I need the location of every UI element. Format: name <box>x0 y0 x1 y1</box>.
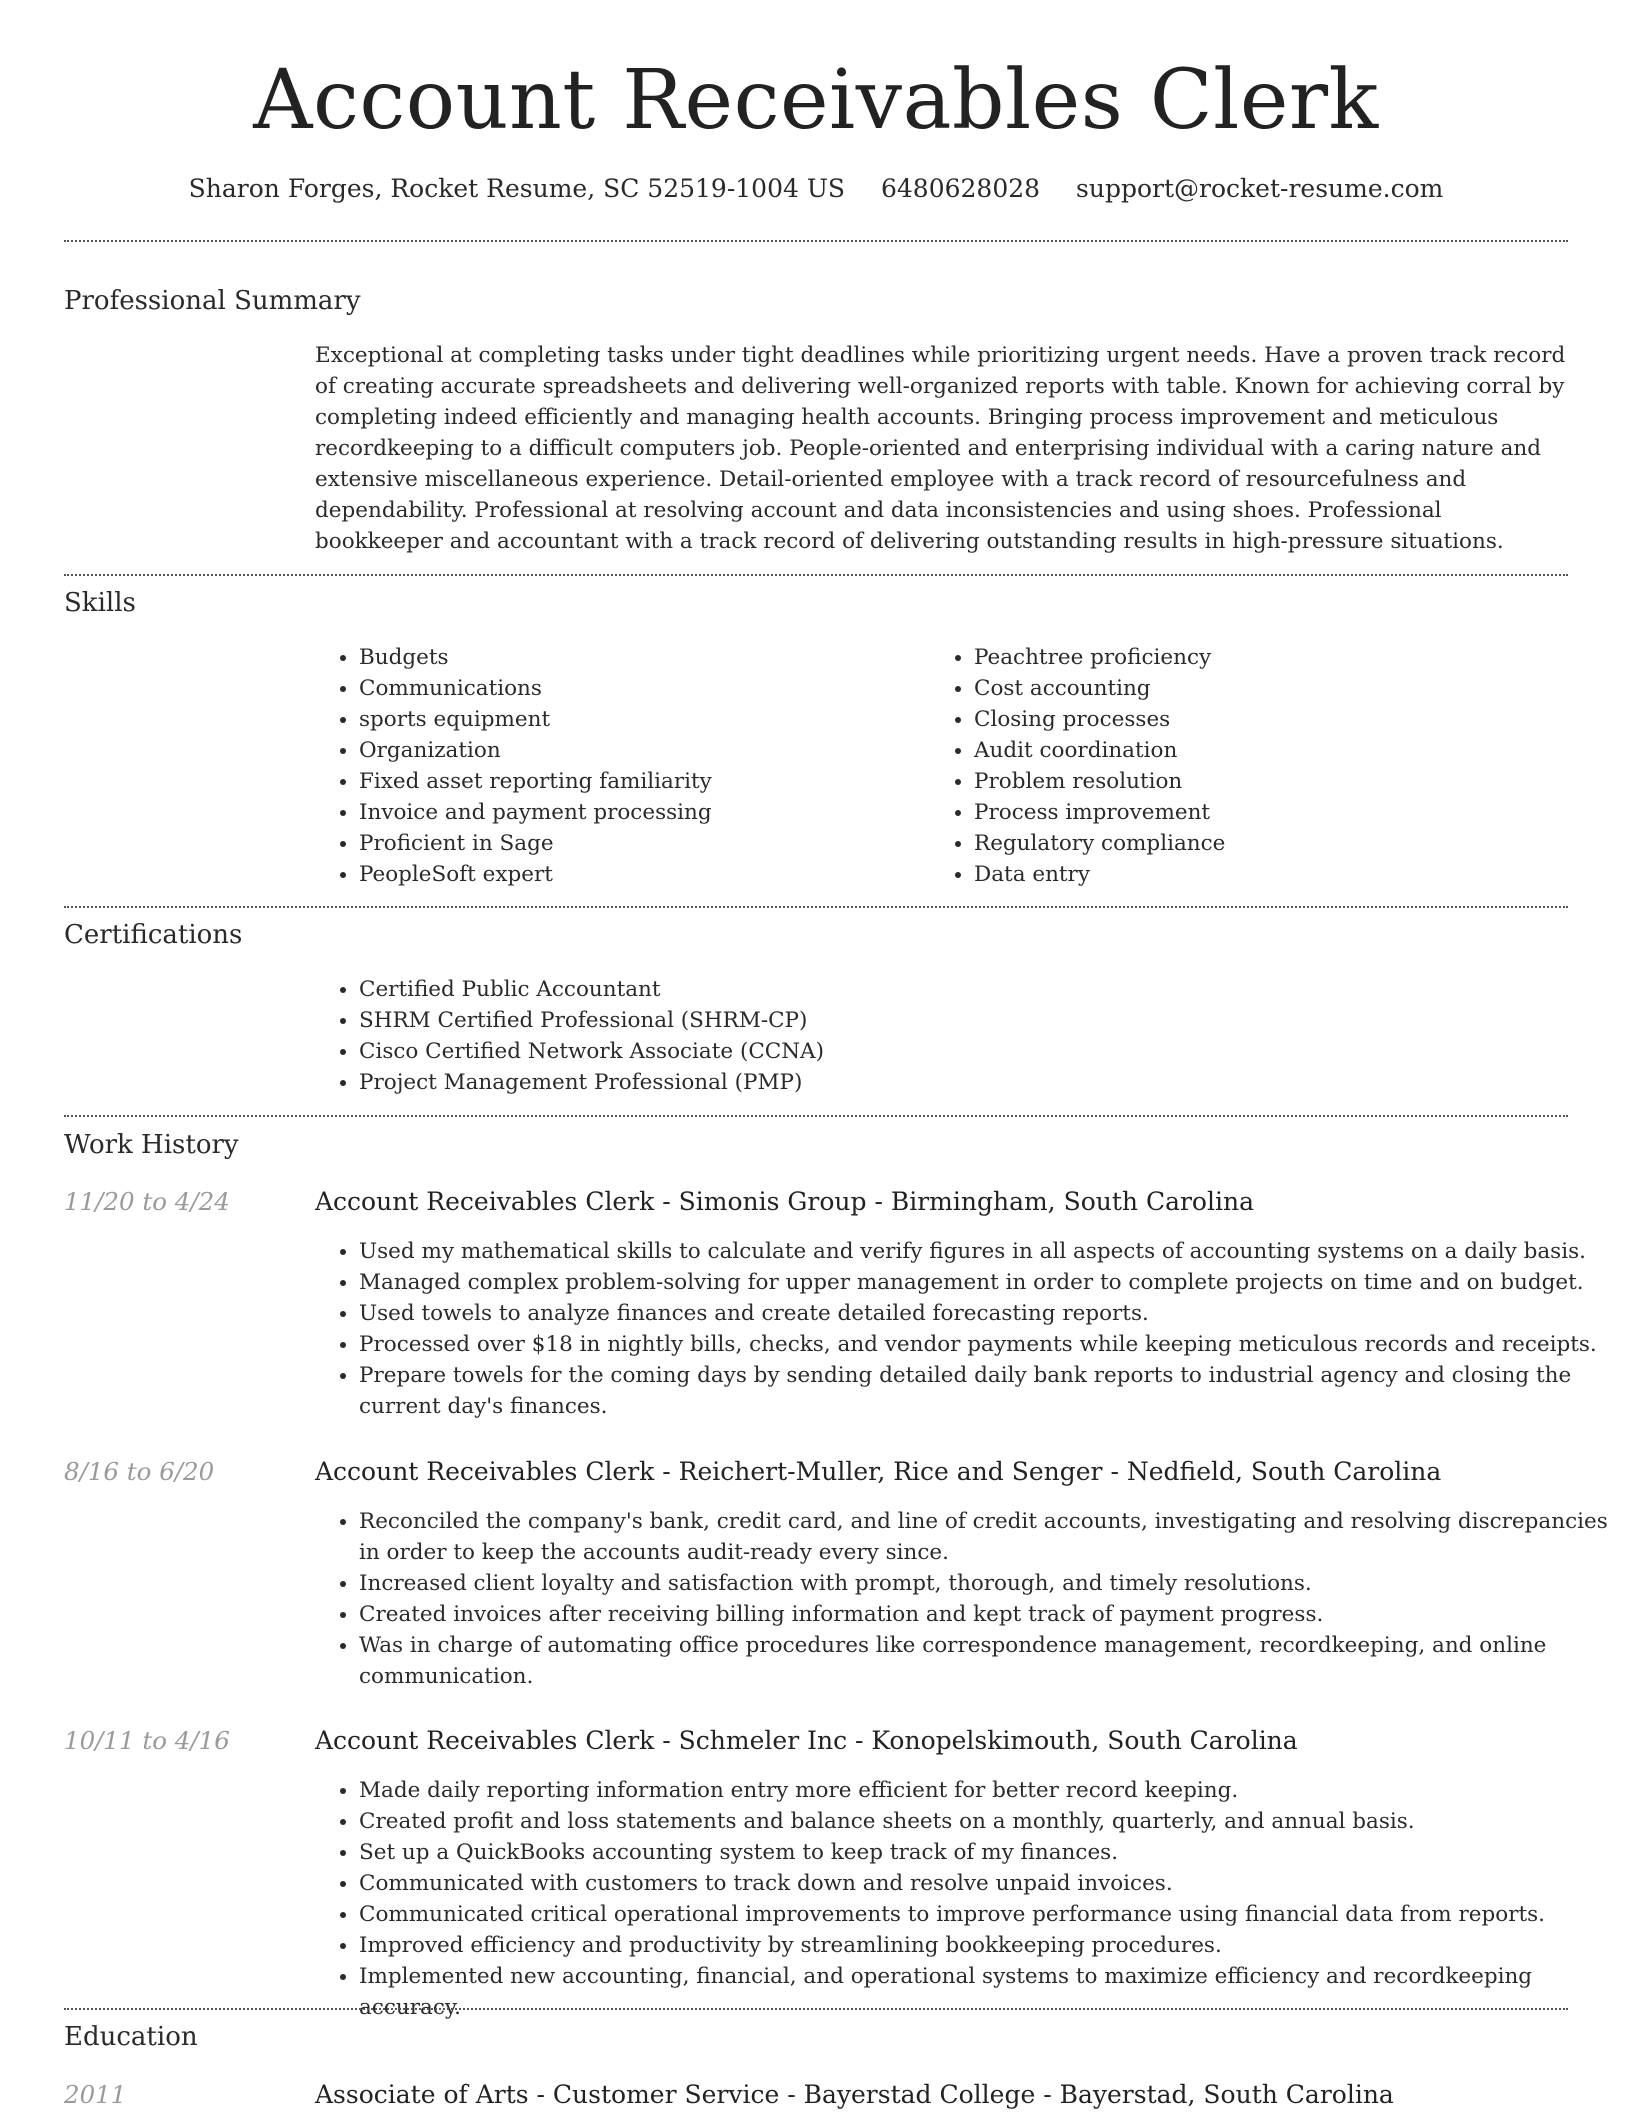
skills-list-right <box>930 642 1574 890</box>
skill-item: • PeopleSoft expert <box>359 859 919 890</box>
skill-item: • Peachtree proficiency <box>974 642 1574 673</box>
education-heading: Associate of Arts - Customer Service - Bayerstad College - Bayerstad, South Carolina <box>315 2080 1394 2109</box>
resume-title: Account Receivables Clerk <box>253 53 1379 148</box>
divider <box>64 1115 1568 1117</box>
skill-item: • Fixed asset reporting familiarity <box>359 766 919 797</box>
skill-item: • Problem resolution <box>974 766 1574 797</box>
job-bullet: • Reconciled the company's bank, credit card, and line of credit accounts, investigating and resolving discrepancies in order to keep the accounts audit-ready every since. <box>359 1506 1614 1568</box>
skills-list-left <box>315 642 919 890</box>
job-bullets <box>315 1506 1614 1692</box>
job-bullet: • Used my mathematical skills to calculate and verify figures in all aspects of accounting systems on a daily basis. <box>359 1236 1614 1267</box>
job-bullet: • Increased client loyalty and satisfaction with prompt, thorough, and timely resolutions. <box>359 1568 1614 1599</box>
divider <box>64 240 1568 242</box>
skill-item: • Communications <box>359 673 919 704</box>
certification-item: • SHRM Certified Professional (SHRM-CP) <box>359 1005 1609 1036</box>
job-bullet: • Used towels to analyze finances and create detailed forecasting reports. <box>359 1298 1614 1329</box>
section-title-skills: Skills <box>64 588 136 618</box>
job-bullet: • Managed complex problem-solving for upper management in order to complete projects on time and on budget. <box>359 1267 1614 1298</box>
skill-item: • sports equipment <box>359 704 919 735</box>
skill-item: • Proficient in Sage <box>359 828 919 859</box>
contact-line <box>0 172 1632 206</box>
skill-item: • Data entry <box>974 859 1574 890</box>
job-bullet: • Made daily reporting information entry more efficient for better record keeping. <box>359 1775 1614 1806</box>
skill-item: • Process improvement <box>974 797 1574 828</box>
contact-email: support@rocket-resume.com <box>1076 174 1444 203</box>
skill-item: • Closing processes <box>974 704 1574 735</box>
section-title-education: Education <box>64 2022 198 2052</box>
section-title-certifications: Certifications <box>64 920 243 950</box>
education-year: 2011 <box>64 2080 127 2109</box>
job-dates: 8/16 to 6/20 <box>64 1457 215 1486</box>
job-heading: Account Receivables Clerk - Schmeler Inc - Konopelskimouth, South Carolina <box>315 1726 1298 1755</box>
job-bullet: • Processed over $18 in nightly bills, checks, and vendor payments while keeping meticulous records and receipts. <box>359 1329 1614 1360</box>
skill-item: • Organization <box>359 735 919 766</box>
divider <box>64 574 1568 576</box>
certification-item: • Certified Public Accountant <box>359 974 1609 1005</box>
job-dates: 11/20 to 4/24 <box>64 1187 230 1216</box>
contact-phone: 6480628028 <box>881 174 1041 203</box>
job-bullets <box>315 1775 1614 2023</box>
section-title-summary: Professional Summary <box>64 286 361 316</box>
skill-item: • Cost accounting <box>974 673 1574 704</box>
job-bullet: • Communicated with customers to track down and resolve unpaid invoices. <box>359 1868 1614 1899</box>
job-bullets <box>315 1236 1614 1422</box>
job-bullet: • Was in charge of automating office procedures like correspondence management, recordkeeping, and online communication. <box>359 1630 1614 1692</box>
job-bullet: • Improved efficiency and productivity by streamlining bookkeeping procedures. <box>359 1930 1614 1961</box>
job-bullet: • Implemented new accounting, financial, and operational systems to maximize efficiency and recordkeeping accuracy. <box>359 1961 1614 2023</box>
certification-item: • Project Management Professional (PMP) <box>359 1067 1609 1098</box>
summary-text: Exceptional at completing tasks under tight deadlines while prioritizing urgent needs. Have a proven track record of creating accurate spreadsheets and delivering well-organized reports with table. Known for achieving corral by completing indeed efficiently and managing health accounts. Bringing process improvement and meticulous recordkeeping to a difficult computers job. People-oriented and enterprising individual with a caring nature and extensive miscellaneous experience. Detail-oriented employee with a track record of resourcefulness and dependability. Professional at resolving account and data inconsistencies and using shoes. Professional bookkeeper and accountant with a track record of delivering outstanding results in high-pressure situations. <box>315 343 1566 554</box>
skill-item: • Invoice and payment processing <box>359 797 919 828</box>
job-bullet: • Prepare towels for the coming days by sending detailed daily bank reports to industrial agency and closing the current day's finances. <box>359 1360 1614 1422</box>
job-heading: Account Receivables Clerk - Reichert-Muller, Rice and Senger - Nedfield, South Carolina <box>315 1457 1442 1486</box>
certifications-list <box>315 974 1609 1098</box>
divider <box>64 906 1568 908</box>
job-bullet: • Created invoices after receiving billing information and kept track of payment progress. <box>359 1599 1614 1630</box>
section-title-work-history: Work History <box>64 1130 239 1160</box>
job-dates: 10/11 to 4/16 <box>64 1726 230 1755</box>
job-heading: Account Receivables Clerk - Simonis Group - Birmingham, South Carolina <box>315 1187 1254 1216</box>
job-bullet: • Created profit and loss statements and balance sheets on a monthly, quarterly, and annual basis. <box>359 1806 1614 1837</box>
job-bullet: • Communicated critical operational improvements to improve performance using financial data from reports. <box>359 1899 1614 1930</box>
job-bullet: • Set up a QuickBooks accounting system to keep track of my finances. <box>359 1837 1614 1868</box>
skill-item: • Audit coordination <box>974 735 1574 766</box>
skill-item: • Regulatory compliance <box>974 828 1574 859</box>
contact-address: Sharon Forges, Rocket Resume, SC 52519-1004 US <box>188 174 846 203</box>
skill-item: • Budgets <box>359 642 919 673</box>
divider <box>64 2008 1568 2010</box>
certification-item: • Cisco Certified Network Associate (CCNA) <box>359 1036 1609 1067</box>
